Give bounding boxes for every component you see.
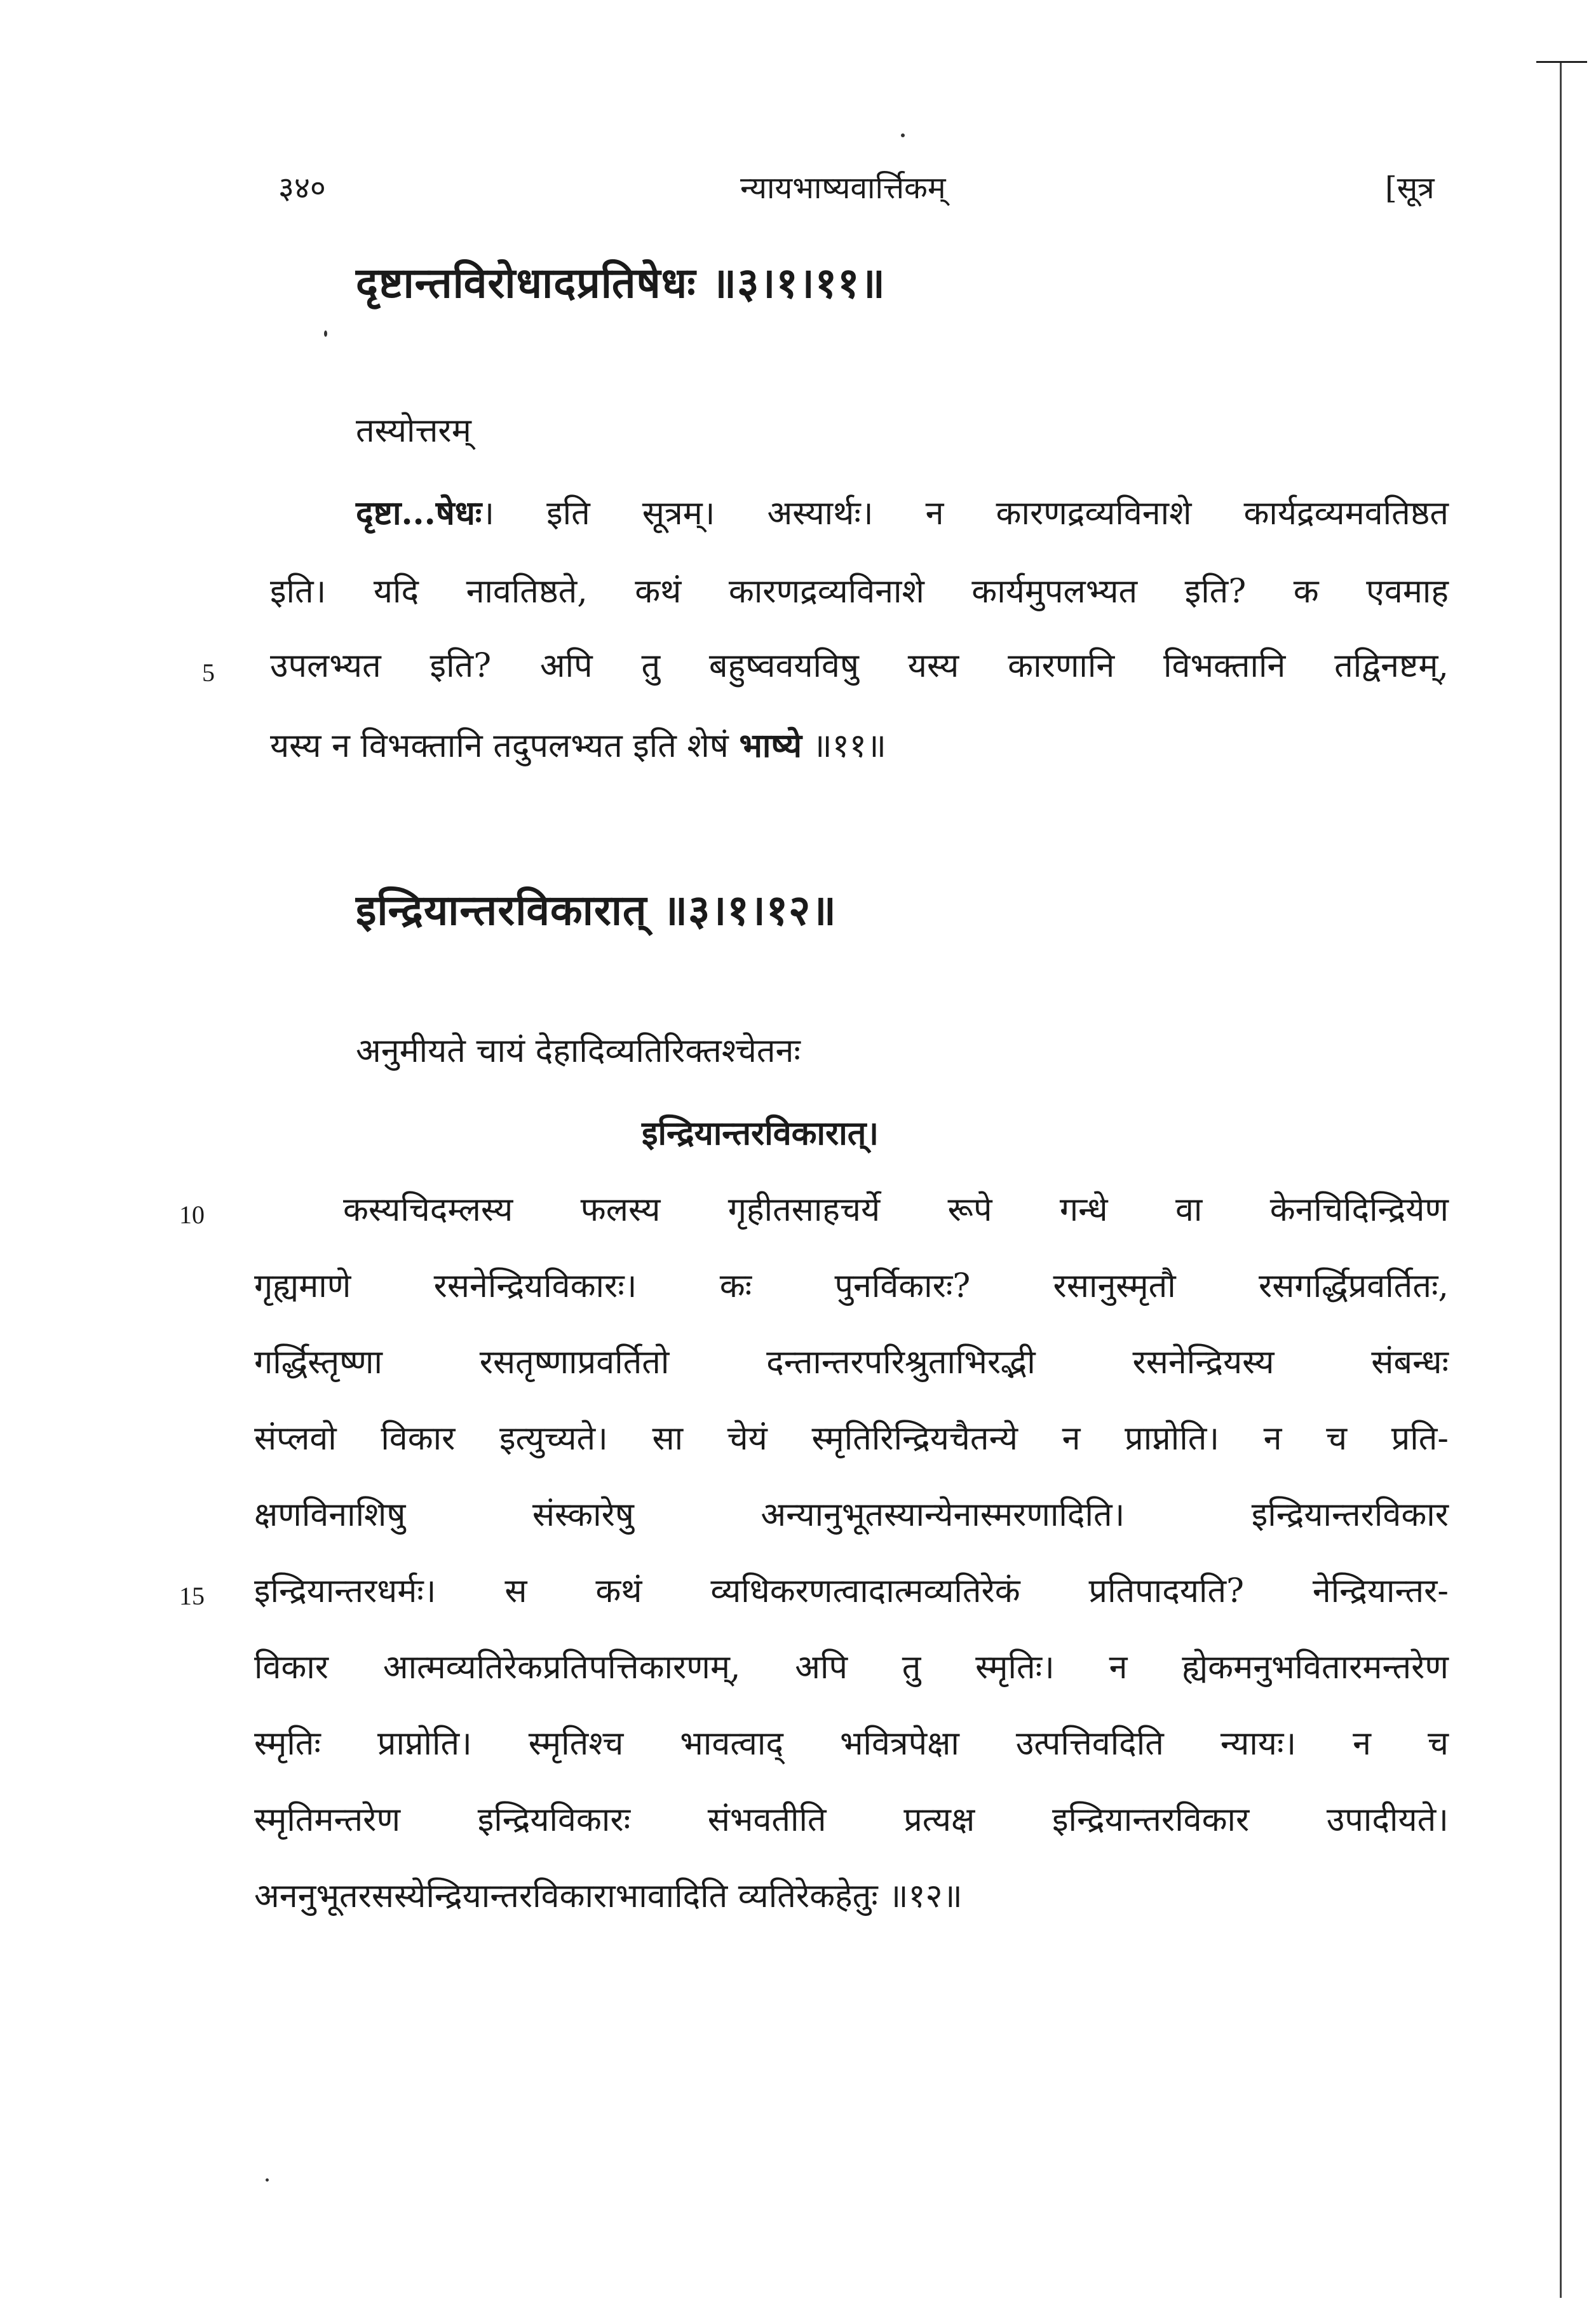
commentary-line: क्षणविनाशिषु संस्कारेषु अन्यानुभूतस्यान्येनास्मरणादिति। इन्द्रियान्तरविकार [254, 1496, 1449, 1534]
commentary-line: अननुभूतरसस्येन्द्रियान्तरविकाराभावादिति व्यतिरेकहेतुः ॥१२॥ [254, 1877, 963, 1915]
line-number: 15 [179, 1582, 205, 1610]
section-marker: [सूत्र [1385, 170, 1435, 206]
commentary-line: गृह्यमाणे रसनेन्द्रियविकारः। कः पुनर्विकारः? रसानुस्मृतौ रसगर्द्धिप्रवर्तितः, [254, 1267, 1449, 1305]
line-number: 10 [179, 1200, 205, 1229]
line-number: 5 [202, 658, 215, 687]
commentary-intro: तस्योत्तरम् [356, 412, 471, 450]
commentary-line: स्मृतिः प्राप्नोति। स्मृतिश्च भावत्वाद् भवित्रपेक्षा उत्पत्तिवदिति न्यायः। न च [254, 1725, 1449, 1763]
commentary-intro: अनुमीयते चायं देहादिव्यतिरिक्तश्चेतनः [356, 1032, 801, 1070]
commentary-line: विकार आत्मव्यतिरेकप्रतिपत्तिकारणम्, अपि तु स्मृतिः। न ह्येकमनुभवितारमन्तरेण [254, 1648, 1449, 1687]
commentary-line: इन्द्रियान्तरधर्मः। स कथं व्यधिकरणत्वादात्मव्यतिरेकं प्रतिपादयति? नेन्द्रियान्तर- [254, 1572, 1449, 1610]
commentary-line: इति। यदि नावतिष्ठते, कथं कारणद्रव्यविनाशे कार्यमुपलभ्यत इति? क एवमाह [270, 573, 1449, 611]
commentary-line: दृष्टा...षेधः। इति सूत्रम्। अस्यार्थः। न कारणद्रव्यविनाशे कार्यद्रव्यमवतिष्ठत [356, 494, 1449, 533]
scan-speck [324, 330, 327, 337]
sutra-heading: दृष्टान्तविरोधादप्रतिषेधः ॥३।१।११॥ [356, 258, 886, 308]
centered-sutra: इन्द्रियान्तरविकारात्। [642, 1114, 879, 1153]
commentary-line: गर्द्धिस्तृष्णा रसतृष्णाप्रवर्तितो दन्तान्तरपरिश्रुताभिरद्भी रसनेन्द्रियस्य संबन्धः [254, 1343, 1449, 1382]
commentary-line: कस्यचिदम्लस्य फलस्य गृहीतसाहचर्ये रूपे गन्धे वा केनचिदिन्द्रियेण [343, 1191, 1449, 1229]
scan-edge-line [1560, 61, 1562, 2298]
commentary-line: उपलभ्यत इति? अपि तु बहुष्ववयविषु यस्य कारणानि विभक्तानि तद्विनष्टम्, [270, 647, 1449, 685]
scan-edge-mark [1536, 61, 1587, 63]
sutra-heading: इन्द्रियान्तरविकारात् ॥३।१।१२॥ [356, 885, 837, 935]
page-number: ३४० [278, 170, 326, 206]
commentary-line: यस्य न विभक्तानि तदुपलभ्यत इति शेषं भाष्ये ॥११॥ [270, 726, 886, 765]
running-title: न्यायभाष्यवार्त्तिकम् [740, 170, 946, 206]
scan-speck [901, 133, 905, 137]
commentary-line: स्मृतिमन्तरेण इन्द्रियविकारः संभवतीति प्रत्यक्ष इन्द्रियान्तरविकार उपादीयते। [254, 1801, 1449, 1839]
commentary-line: संप्लवो विकार इत्युच्यते। सा चेयं स्मृतिरिन्द्रियचैतन्ये न प्राप्नोति। न च प्रति- [254, 1420, 1449, 1458]
bold-sutra-abbrev: दृष्टा...षेधः [356, 494, 482, 533]
scan-speck [266, 2178, 269, 2182]
bold-ref: भाष्ये [739, 726, 802, 765]
